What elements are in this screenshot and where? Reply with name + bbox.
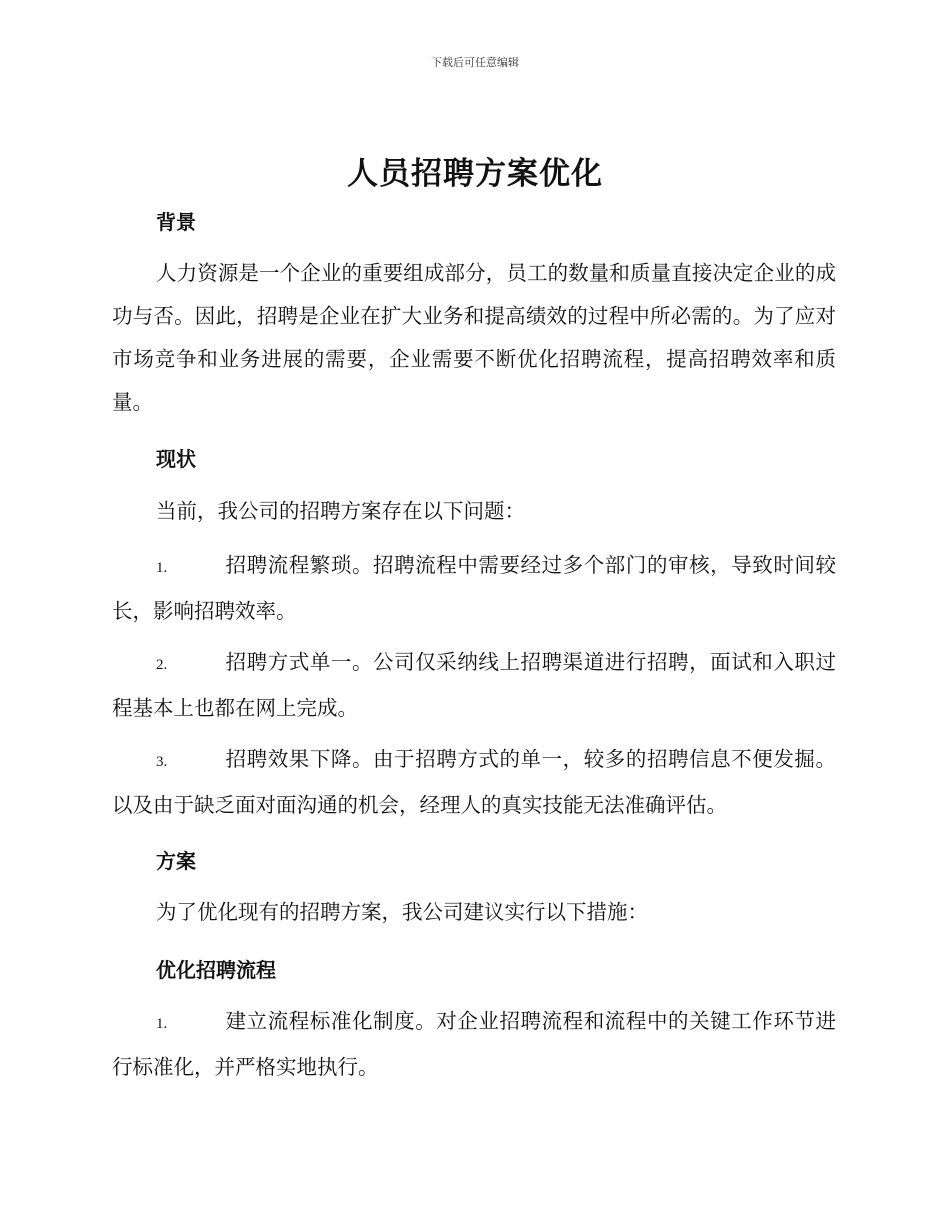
section-heading-status: 现状: [156, 447, 196, 471]
list-item-text: 招聘流程繁琐。招聘流程中需要经过多个部门的审核，导致时间较长，影响招聘效率。: [112, 553, 836, 623]
section-heading-plan: 方案: [156, 849, 196, 873]
list-item: [112, 738, 836, 827]
list-item-number: 1.: [156, 560, 168, 576]
subheading-optimize-process: 优化招聘流程: [156, 958, 276, 982]
section-heading-background: 背景: [156, 210, 196, 234]
background-paragraph: 人力资源是一个企业的重要组成部分，员工的数量和质量直接决定企业的成功与否。因此，招聘是企业在扩大业务和提高绩效的过程中所必需的。为了应对市场竞争和业务进展的需要，企业需要不断优化招聘流程，提高招聘效率和质量。: [112, 261, 836, 414]
status-intro: 当前，我公司的招聘方案存在以下问题：: [156, 499, 525, 523]
list-item-text: 建立流程标准化制度。对企业招聘流程和流程中的关键工作环节进行标准化，并严格实地执行。: [112, 1009, 836, 1079]
list-item-text: 招聘方式单一。公司仅采纳线上招聘渠道进行招聘，面试和入职过程基本上也都在网上完成。: [112, 650, 836, 720]
list-item-number: 2.: [156, 657, 168, 673]
list-item: [112, 1000, 836, 1089]
document-title: 人员招聘方案优化: [347, 156, 603, 192]
list-item: [112, 544, 836, 633]
plan-intro: 为了优化现有的招聘方案，我公司建议实行以下措施：: [156, 900, 648, 924]
list-item-text: 招聘效果下降。由于招聘方式的单一，较多的招聘信息不便发掘。以及由于缺乏面对面沟通的机会，经理人的真实技能无法准确评估。: [112, 747, 836, 817]
list-item: [112, 641, 836, 730]
list-item-number: 3.: [156, 754, 168, 770]
header-note: 下载后可任意编辑: [431, 56, 519, 69]
list-item-number: 1.: [156, 1016, 168, 1032]
